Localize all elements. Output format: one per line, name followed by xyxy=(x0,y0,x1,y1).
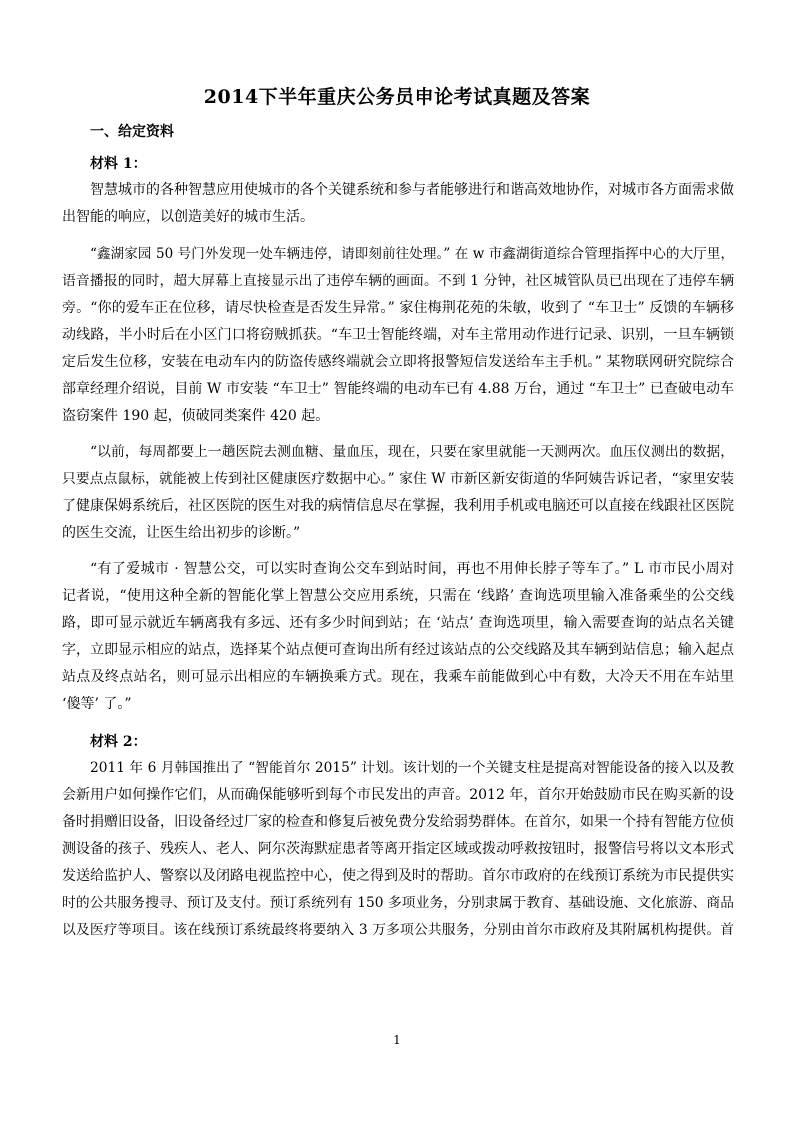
paragraph-line: 记者说，“使用这种全新的智能化掌上智慧公交应用系统，只需在 ‘线路’ 查询选项里输入准备乘坐的公交线 xyxy=(62,588,734,604)
paragraph-line: 发送给监护人、警察以及闭路电视监控中心，使之得到及时的帮助。首尔市政府的在线预订系统为市民提供实 xyxy=(62,868,734,884)
paragraph-line: 路，即可显示就近车辆离我有多远、还有多少时间到站；在 ‘站点’ 查询选项里，输入需要查询的站点名关键 xyxy=(62,615,734,631)
paragraph-line: 动线路，半小时后在小区门口将窃贼抓获。“车卫士智能终端，对车主常用动作进行记录、识别，一旦车辆锁 xyxy=(62,327,734,343)
paragraph-line: 2011 年 6 月韩国推出了 “智能首尔 2015” 计划。该计划的一个关键支柱是提高对智能设备的接入以及教 xyxy=(90,760,734,776)
paragraph-line: “有了爱城市 · 智慧公交，可以实时查询公交车到站时间，再也不用伸长脖子等车了。” L 市市民小周对 xyxy=(90,561,734,577)
paragraph-line: 的医生交流，让医生给出初步的诊断。” xyxy=(62,525,301,541)
paragraph-line: 旁。“你的爱车正在位移，请尽快检查是否发生异常。” 家住梅荆花苑的朱敏，收到了 “车卫士” 反馈的车辆移 xyxy=(62,300,734,316)
paragraph-line: 了健康保姆系统后，社区医院的医生对我的病情信息尽在掌握，我利用手机或电脑还可以直接在线跟社区医院 xyxy=(62,498,734,514)
material-1-label: 材料 1： xyxy=(90,156,147,172)
material-2-label: 材料 2： xyxy=(90,734,147,750)
paragraph-line: 以及医疗等项目。该在线预订系统最终将要纳入 3 万多项公共服务，分别由首尔市政府及其附属机构提供。首 xyxy=(62,922,734,938)
paragraph-line: 只要点点鼠标，就能被上传到社区健康医疗数据中心。” 家住 W 市新区新安街道的华阿姨告诉记者，“家里安装 xyxy=(62,471,734,487)
paragraph-line: 时的公共服务搜寻、预订及支付。预订系统列有 150 多项业务，分别隶属于教育、基础设施、文化旅游、商品 xyxy=(62,895,734,911)
paragraph-line: “以前，每周都要上一趟医院去测血糖、量血压，现在，只要在家里就能一天测两次。血压仪测出的数据， xyxy=(90,444,734,460)
paragraph-line: 测设备的孩子、残疾人、老人、阿尔茨海默症患者等离开指定区域或拨动呼救按钮时，报警信号将以文本形式 xyxy=(62,841,734,857)
paragraph-line: 语音播报的同时，超大屏幕上直接显示出了违停车辆的画面。不到 1 分钟，社区城管队员已出现在了违停车辆 xyxy=(62,273,734,289)
paragraph-line: 会新用户如何操作它们，从而确保能够听到每个市民发出的声音。2012 年，首尔开始鼓励市民在购买新的设 xyxy=(62,787,734,803)
paragraph-line: 备时捐赠旧设备，旧设备经过厂家的检查和修复后被免费分发给弱势群体。在首尔，如果一个持有智能方位侦 xyxy=(62,814,734,830)
paragraph-line: 盗窃案件 190 起，侦破同类案件 420 起。 xyxy=(62,408,330,424)
paragraph-line: 定后发生位移，安装在电动车内的防盗传感终端就会立即将报警短信发送给车主手机。” 某物联网研究院综合 xyxy=(62,354,734,370)
paragraph-line: ‘傻等’ 了。” xyxy=(62,696,132,712)
paragraph-line: 字，立即显示相应的站点，选择某个站点便可查询出所有经过该站点的公交线路及其车辆到站信息；输入起点 xyxy=(62,642,734,658)
paragraph-line: 智慧城市的各种智慧应用使城市的各个关键系统和参与者能够进行和谐高效地协作，对城市各方面需求做 xyxy=(90,182,734,198)
page-number: 1 xyxy=(393,1033,401,1047)
paragraph-line: 部章经理介绍说，目前 W 市安装 “车卫士” 智能终端的电动车已有 4.88 万台，通过 “车卫士” 已查破电动车 xyxy=(62,381,734,397)
document-title: 2014下半年重庆公务员申论考试真题及答案 xyxy=(203,86,591,108)
paragraph-line: “鑫湖家园 50 号门外发现一处车辆违停，请即刻前往处理。” 在 w 市鑫湖街道综合管理指挥中心的大厅里， xyxy=(90,246,734,262)
paragraph-line: 站点及终点站名，则可显示出相应的车辆换乘方式。现在，我乘车前能做到心中有数，大冷天不用在车站里 xyxy=(62,669,734,685)
section-heading: 一、给定资料 xyxy=(90,124,174,140)
paragraph-line: 出智能的响应，以创造美好的城市生活。 xyxy=(62,209,314,225)
